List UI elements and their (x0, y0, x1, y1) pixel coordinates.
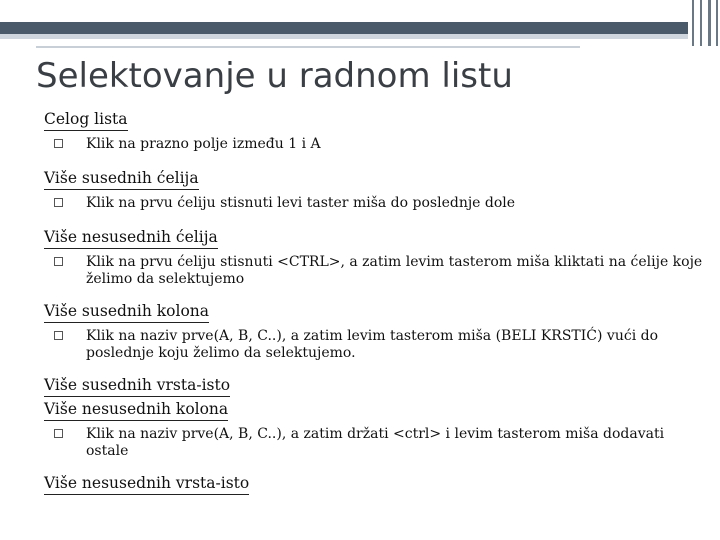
section-heading: Više nesusednih vrsta-isto (44, 472, 249, 495)
section-adjacent-columns (44, 300, 704, 324)
bullet-item (54, 195, 704, 212)
section-heading: Više susednih vrsta-isto (44, 374, 230, 397)
bullet-square-icon (54, 198, 63, 207)
section-heading: Više susednih ćelija (44, 167, 199, 190)
header-stripe (708, 0, 711, 46)
bullet-item (54, 426, 704, 460)
slide-title: Selektovanje u radnom listu (36, 56, 513, 96)
bullet-text: Klik na prvu ćeliju stisnuti <CTRL>, a zatim levim tasterom miša kliktati na ćelije koje želimo da selektujemo (86, 254, 703, 287)
bullet-text: Klik na naziv prve(A, B, C..), a zatim levim tasterom miša (BELI KRSTIĆ) vući do poslednje koju želimo da selektujemo. (86, 328, 659, 361)
section-adjacent-cells (44, 167, 704, 191)
section-heading: Više susednih kolona (44, 300, 209, 323)
bullet-text: Klik na naziv prve(A, B, C..), a zatim držati <ctrl> i levim tasterom miša dodavati ostale (86, 426, 665, 459)
section-heading: Više nesusednih ćelija (44, 226, 218, 249)
header-stripes (690, 0, 720, 46)
slide-content (44, 108, 704, 496)
section-whole-sheet (44, 108, 704, 132)
header-stripe (700, 0, 702, 46)
title-divider (36, 46, 580, 48)
bullet-item (54, 254, 704, 288)
header-bar-accent (0, 34, 688, 39)
section-heading: Više nesusednih kolona (44, 398, 228, 421)
bullet-square-icon (54, 331, 63, 340)
header-bar (0, 22, 688, 34)
bullet-text: Klik na prvu ćeliju stisnuti levi taster miša do poslednje dole (86, 195, 516, 211)
section-nonadjacent-columns (44, 398, 704, 422)
section-nonadjacent-cells (44, 226, 704, 250)
section-adjacent-rows (44, 374, 704, 398)
bullet-item (54, 328, 704, 362)
bullet-square-icon (54, 139, 63, 148)
section-nonadjacent-rows (44, 472, 704, 496)
bullet-item (54, 136, 704, 153)
bullet-text: Klik na prazno polje između 1 i A (86, 136, 321, 152)
section-heading: Celog lista (44, 108, 128, 131)
header-stripe (692, 0, 694, 46)
header-stripe (716, 0, 718, 46)
bullet-square-icon (54, 429, 63, 438)
bullet-square-icon (54, 257, 63, 266)
